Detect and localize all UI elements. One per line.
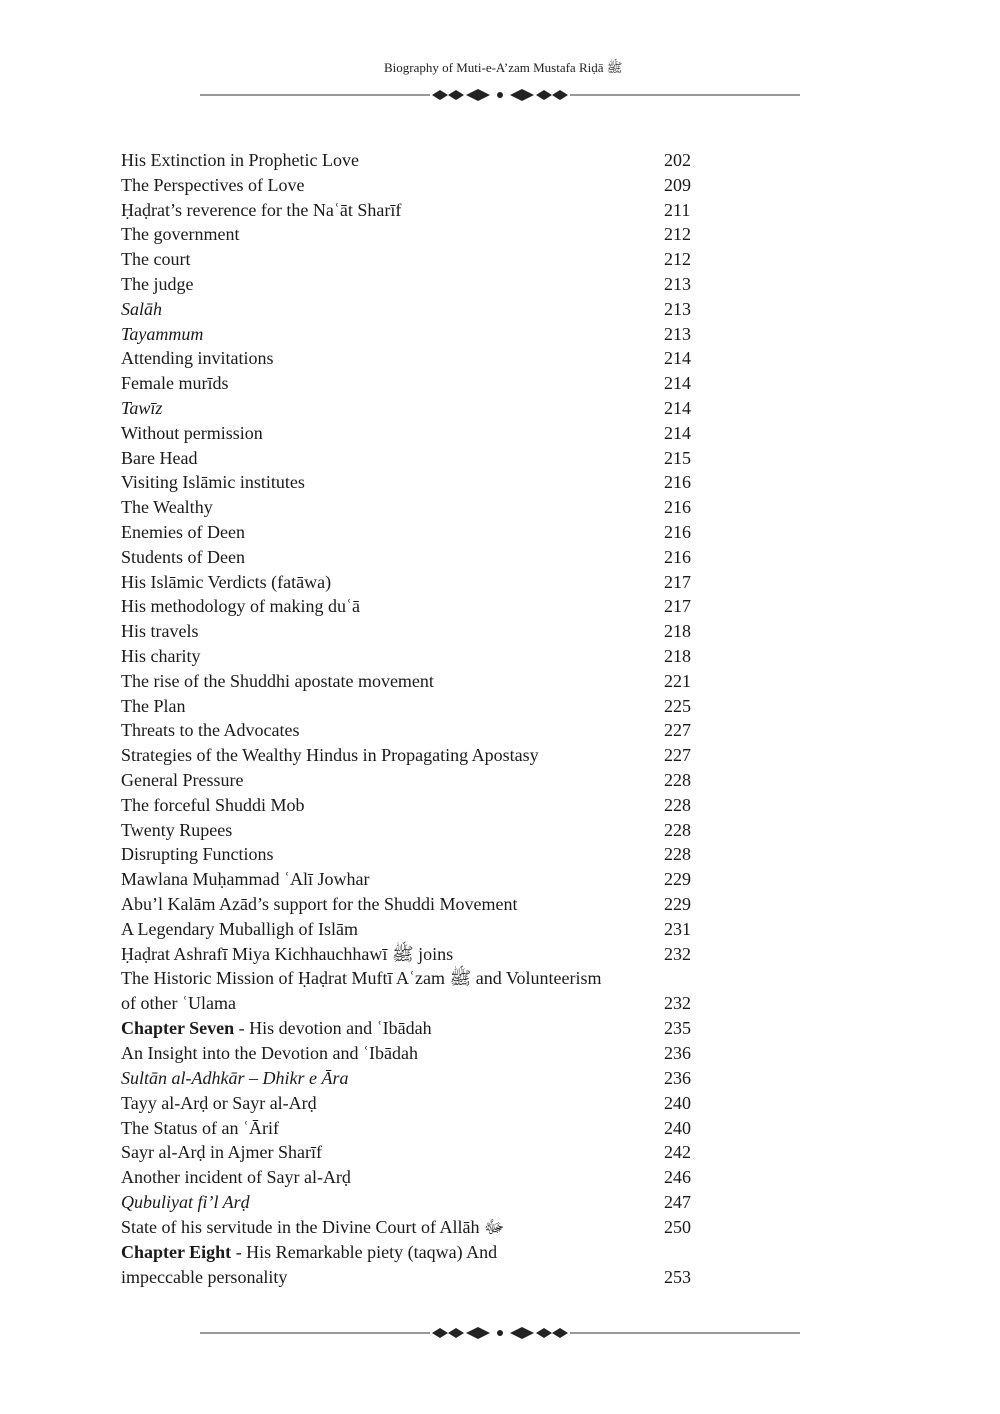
toc-entry-title: State of his servitude in the Divine Court of Allāh ﷻ [121,1216,505,1237]
toc-entry-title: Sultān al-Adhkār – Dhikr e Āra [121,1067,349,1088]
toc-entry-page: 232 [664,993,691,1014]
toc-entry-title: Attending invitations [121,348,274,369]
toc-entry-title: Bare Head [121,447,198,468]
toc-entry-title: An Insight into the Devotion and ʿIbādah [121,1043,418,1064]
toc-entry-title: His methodology of making duʿā [121,596,360,617]
toc-entry-page: 216 [664,546,691,567]
book-title: Biography of Muti-e-A’zam Mustafa Riḍā ﷺ [384,60,623,75]
toc-entry-page: 213 [664,323,691,344]
toc-entry-title: Strategies of the Wealthy Hindus in Propagating Apostasy [121,745,539,766]
toc-entry-title: Visiting Islāmic institutes [121,472,305,493]
toc-entry-page: 218 [664,621,691,642]
toc-entry-title: Sayr al-Arḍ in Ajmer Sharīf [121,1142,322,1163]
toc-entry-page: 228 [664,769,691,790]
toc-entry-page: 215 [664,447,691,468]
toc-entry[interactable] [121,694,721,719]
toc-entry-page: 229 [664,893,691,914]
toc-entry-page: 242 [664,1142,691,1163]
toc-entry[interactable] [121,545,721,570]
toc-entry-page: 240 [664,1092,691,1113]
toc-entry-page: 218 [664,645,691,666]
toc-entry-page: 228 [664,844,691,865]
toc-entry-title: The forceful Shuddi Mob [121,794,305,815]
toc-entry[interactable] [121,1041,721,1066]
footer-ornament-divider [200,1325,800,1341]
toc-entry[interactable] [121,1190,721,1215]
toc-entry[interactable] [121,917,721,942]
toc-entry[interactable] [121,1140,721,1165]
toc-entry[interactable] [121,768,721,793]
toc-entry[interactable] [121,520,721,545]
toc-entry-page: 235 [664,1017,691,1038]
toc-entry-page: 213 [664,273,691,294]
toc-entry-title: The government [121,224,240,245]
toc-entry-page: 212 [664,224,691,245]
toc-entry-title: Ḥaḍrat Ashrafī Miya Kichhauchhawī ﷺ joins [121,943,454,964]
toc-entry-page: 228 [664,794,691,815]
toc-entry[interactable] [121,322,721,347]
chapter-title: - His Remarkable piety (taqwa) And [231,1241,498,1262]
toc-entry-page: 225 [664,695,691,716]
toc-entry-page: 202 [664,150,691,170]
toc-entry-page: 212 [664,249,691,270]
toc-entry-title: Abu’l Kalām Azād’s support for the Shuddi Movement [121,893,518,914]
toc-entry[interactable] [121,594,721,619]
toc-entry-title: The Historic Mission of Ḥaḍrat Muftī Aʿzam ﷺ and Volunteerism [121,968,602,989]
toc-chapter-entry[interactable] [121,1016,721,1041]
toc-entry[interactable] [121,619,721,644]
toc-entry-page: 227 [664,745,691,766]
toc-entry[interactable] [121,743,721,768]
toc-entry[interactable] [121,297,721,322]
toc-entry[interactable] [121,1066,721,1091]
toc-entry-title: Female murīds [121,373,229,394]
toc-entry-page: 231 [664,918,691,939]
toc-entry-title: His Islāmic Verdicts (fatāwa) [121,571,332,592]
toc-entry-page: 217 [664,571,691,592]
toc-chapter-entry[interactable] [121,1240,721,1265]
chapter-label: Chapter Eight [121,1241,232,1262]
toc-entry[interactable] [121,446,721,471]
toc-entry-title: Disrupting Functions [121,844,274,865]
toc-entry-page: 253 [664,1266,691,1287]
toc-entry-title: Without permission [121,422,263,443]
toc-entry-title: Tayy al-Arḍ or Sayr al-Arḍ [121,1092,317,1113]
toc-entry-page: 221 [664,670,691,691]
toc-entry[interactable] [121,570,721,595]
table-of-contents [121,148,721,1290]
toc-entry-title: The judge [121,273,194,294]
toc-entry[interactable] [121,991,721,1016]
chapter-title: - His devotion and ʿIbādah [234,1017,432,1038]
toc-entry[interactable] [121,1116,721,1141]
toc-entry[interactable] [121,1265,721,1290]
toc-entry[interactable] [121,793,721,818]
toc-entry[interactable] [121,247,721,272]
toc-entry-title: The Status of an ʿĀrif [121,1117,279,1138]
toc-entry[interactable] [121,644,721,669]
toc-entry-page: 214 [664,348,691,369]
toc-entry[interactable] [121,396,721,421]
toc-entry-page: 214 [664,397,691,418]
toc-entry-title: The Plan [121,695,186,716]
toc-entry-title [121,1240,497,1265]
toc-entry[interactable] [121,669,721,694]
toc-entry[interactable] [121,272,721,297]
toc-entry-page: 236 [664,1067,691,1088]
toc-entry-title: His charity [121,645,201,666]
toc-entry-title: The rise of the Shuddhi apostate movement [121,670,434,691]
toc-entry-title: Twenty Rupees [121,819,233,840]
toc-entry[interactable] [121,818,721,843]
toc-entry[interactable] [121,942,721,967]
toc-entry[interactable] [121,1091,721,1116]
toc-entry-page: 246 [664,1167,691,1188]
toc-entry-title: Threats to the Advocates [121,720,300,741]
toc-entry[interactable] [121,842,721,867]
toc-entry-title: General Pressure [121,769,244,790]
toc-entry-title: Salāh [121,298,163,319]
toc-entry-page: 216 [664,472,691,493]
toc-entry-page: 217 [664,596,691,617]
header-ornament-divider [200,87,800,103]
toc-entry-title: His travels [121,621,199,642]
toc-entry-page: 247 [664,1191,691,1212]
toc-entry-title: A Legendary Muballigh of Islām [121,918,358,939]
toc-entry[interactable] [121,892,721,917]
toc-entry-page: 250 [664,1216,691,1237]
toc-entry-title: The Wealthy [121,497,213,518]
toc-entry-page: 209 [664,174,691,195]
toc-entry-page: 240 [664,1117,691,1138]
toc-entry[interactable] [121,371,721,396]
toc-entry-page: 232 [664,943,691,964]
toc-entry[interactable] [121,966,721,991]
toc-entry[interactable] [121,173,721,198]
toc-entry-page: 236 [664,1043,691,1064]
toc-entry-title: Tayammum [121,323,204,344]
toc-entry-page: 227 [664,720,691,741]
toc-entry-title: The court [121,249,191,270]
toc-entry[interactable] [121,421,721,446]
toc-entry-page: 216 [664,497,691,518]
toc-entry[interactable] [121,1215,721,1240]
toc-entry-title: Tawīz [121,397,163,418]
toc-entry-title: Ḥaḍrat’s reverence for the Naʿāt Sharīf [121,199,402,220]
toc-entry[interactable] [121,470,721,495]
toc-entry-title: Students of Deen [121,546,245,567]
toc-entry[interactable] [121,148,721,173]
toc-entry-title: The Perspectives of Love [121,174,305,195]
toc-entry-title: Enemies of Deen [121,521,245,542]
chapter-label: Chapter Seven [121,1017,235,1038]
toc-entry[interactable] [121,495,721,520]
toc-entry-title: Qubuliyat fi’l Arḍ [121,1191,250,1212]
toc-entry[interactable] [121,222,721,247]
toc-entry-page: 228 [664,819,691,840]
toc-entry[interactable] [121,346,721,371]
toc-entry-title: Another incident of Sayr al-Arḍ [121,1167,351,1188]
toc-entry-page: 213 [664,298,691,319]
toc-entry-page: 214 [664,422,691,443]
toc-entry-title: impeccable personality [121,1266,288,1287]
toc-entry[interactable] [121,198,721,223]
toc-entry-title: of other ʿUlama [121,993,236,1014]
toc-entry-page: 229 [664,869,691,890]
toc-entry[interactable] [121,718,721,743]
toc-entry[interactable] [121,867,721,892]
toc-entry-title [121,1016,432,1041]
toc-entry-page: 211 [664,199,691,220]
toc-entry-page: 214 [664,373,691,394]
toc-entry-title: His Extinction in Prophetic Love [121,150,359,170]
toc-entry-title: Mawlana Muḥammad ʿAlī Jowhar [121,869,370,890]
toc-entry-page: 216 [664,521,691,542]
toc-entry[interactable] [121,1165,721,1190]
